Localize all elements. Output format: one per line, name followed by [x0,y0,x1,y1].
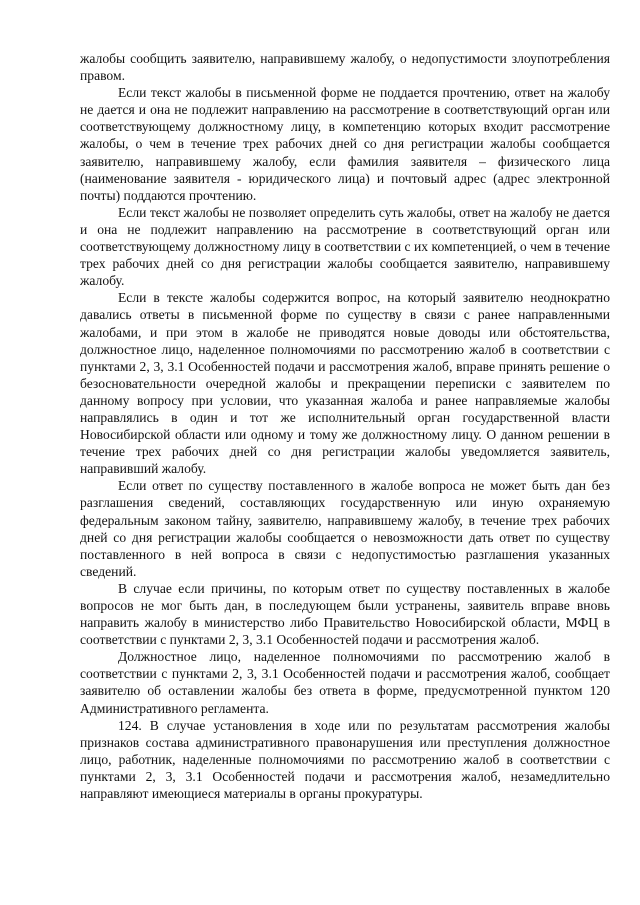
paragraph-illegible-text: Если текст жалобы в письменной форме не поддается прочтению, ответ на жалобу не дается и она не подлежит направлению на рассмотрение в соответствующий орган или соответствующему должностному лицу, в компетенцию которых входит рассмотрение жалобы, о чем в течение трех рабочих дней со дня регистрации жалобы сообщается заявителю, направившему жалобу, если фамилия заявителя – физического лица (наименование заявителя - юридического лица) и почтовый адрес (адрес электронной почты) поддаются прочтению. [80,85,610,203]
paragraph-state-secret: Если ответ по существу поставленного в жалобе вопроса не может быть дан без разглашения сведений, составляющих государственную или иную охраняемую федеральным законом тайну, заявителю, направившему жалобу, в течение трех рабочих дней со дня регистрации жалобы сообщается о невозможности дать ответ по существу поставленного в ней вопроса в связи с недопустимостью разглашения указанных сведений. [80,478,610,579]
paragraph-causes-eliminated: В случае если причины, по которым ответ по существу поставленных в жалобе вопросов не мог быть дан, в последующем были устранены, заявитель вправе вновь направить жалобу в министерство либо Правительство Новосибирской области, МФЦ в соответствии с пунктами 2, 3, 3.1 Особенностей подачи и рассмотрения жалоб. [80,580,610,648]
paragraph-repeated-question: Если в тексте жалобы содержится вопрос, на который заявителю неоднократно давались ответы в письменной форме по существу в связи с ранее направленными жалобами, и при этом в жалобе не приводятся новые доводы или обстоятельства, должностное лицо, наделенное полномочиями по рассмотрению жалоб в соответствии с пунктами 2, 3, 3.1 Особенностей подачи и рассмотрения жалоб, вправе принять решение о безосновательности очередной жалобы и прекращении переписки с заявителем по данному вопросу при условии, что указанная жалоба и ранее направляемые жалобы направлялись в один и тот же исполнительный орган государственной власти Новосибирской области или одному и тому же должностному лицу. О данном решении в течение трех рабочих дней со дня регистрации жалобы уведомляется заявитель, направивший жалобу. [80,290,610,477]
paragraph-clause-124: 124. В случае установления в ходе или по результатам рассмотрения жалобы признаков состава административного правонарушения или преступления должностное лицо, работник, наделенные полномочиями по рассмотрению жалоб в соответствии с пунктами 2, 3, 3.1 Особенностей подачи и рассмотрения жалоб, незамедлительно направляют имеющиеся материалы в органы прокуратуры. [80,717,610,802]
paragraph-unclear-essence: Если текст жалобы не позволяет определить суть жалобы, ответ на жалобу не дается и она не подлежит направлению на рассмотрение в соответствующий орган или соответствующему должностному лицу в соответствии с их компетенцией, о чем в течение трех рабочих дней со дня регистрации жалобы сообщается заявителю, направившему жалобу. [80,204,610,289]
document-body [80,50,610,802]
paragraph-continuation: жалобы сообщить заявителю, направившему жалобу, о недопустимости злоупотребления правом. [80,51,610,84]
paragraph-official-notifies: Должностное лицо, наделенное полномочиями по рассмотрению жалоб в соответствии с пунктами 2, 3, 3.1 Особенностей подачи и рассмотрения жалоб, сообщает заявителю об оставлении жалобы без ответа в форме, предусмотренной пунктом 120 Административного регламента. [80,649,610,716]
